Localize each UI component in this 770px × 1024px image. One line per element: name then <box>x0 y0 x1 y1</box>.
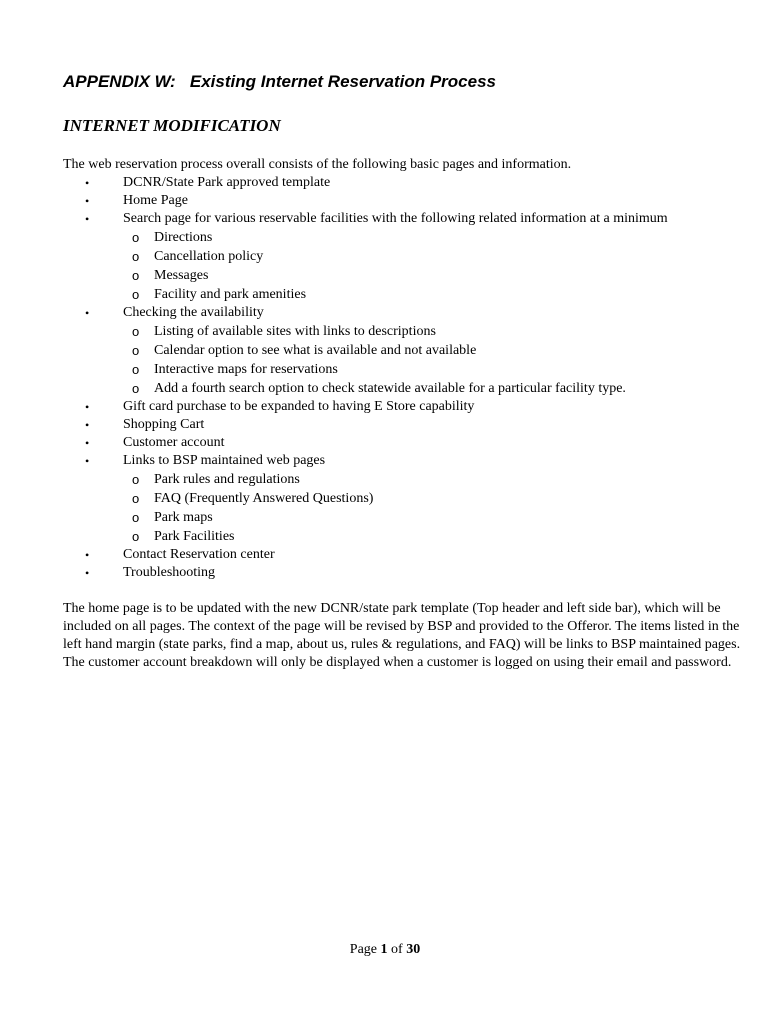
bullet-item-text: Customer account <box>123 435 225 450</box>
bullet-item-text: DCNR/State Park approved template <box>123 175 331 190</box>
sub-bullet-item <box>123 508 743 527</box>
sub-bullet-item <box>123 228 743 247</box>
sub-bullet-icon: o <box>132 268 140 283</box>
footer-current-page: 1 <box>380 942 388 957</box>
bullet-item <box>63 416 743 434</box>
sub-bullet-icon: o <box>132 249 140 264</box>
bullet-icon: • <box>85 454 90 468</box>
bullet-item <box>63 192 743 210</box>
bullet-item <box>63 174 743 192</box>
bullet-item-text: Shopping Cart <box>123 417 205 432</box>
page-footer <box>0 942 770 958</box>
sub-bullet-text: Park rules and regulations <box>154 472 300 487</box>
bullet-item-text: Contact Reservation center <box>123 547 275 562</box>
bullet-icon: • <box>85 566 90 580</box>
sub-bullet-text: Interactive maps for reservations <box>154 362 338 377</box>
bullet-item-text: Home Page <box>123 193 188 208</box>
sub-bullet-text: Directions <box>154 230 213 245</box>
bullet-item <box>63 210 743 304</box>
sub-bullet-icon: o <box>132 324 140 339</box>
bullet-icon: • <box>85 418 90 432</box>
appendix-heading <box>63 72 496 92</box>
bullet-item <box>63 546 743 564</box>
sub-bullet-icon: o <box>132 529 140 544</box>
bullet-icon: • <box>85 194 90 208</box>
footer-page-word: Page <box>349 942 378 957</box>
sub-bullet-item <box>123 341 743 360</box>
appendix-label: APPENDIX W: <box>63 72 176 91</box>
sub-bullet-icon: o <box>132 362 140 377</box>
bullet-icon: • <box>85 212 90 226</box>
sub-bullet-item <box>123 247 743 266</box>
sub-bullet-text: Park maps <box>154 510 213 525</box>
sub-bullet-text: Add a fourth search option to check statewide available for a particular facility type. <box>154 381 626 396</box>
sub-bullet-list <box>123 470 743 546</box>
bullet-icon: • <box>85 176 90 190</box>
bullet-item <box>63 452 743 546</box>
sub-bullet-text: Listing of available sites with links to descriptions <box>154 324 436 339</box>
intro-paragraph: The web reservation process overall consists of the following basic pages and information. <box>63 157 572 172</box>
bullet-item-text: Checking the availability <box>123 305 264 320</box>
sub-bullet-text: Park Facilities <box>154 529 235 544</box>
home-page-paragraph: The home page is to be updated with the new DCNR/state park template (Top header and left side bar), which will be included on all pages. The context of the page will be revised by BSP and provided to the Offeror. The items listed in the left hand margin (state parks, find a map, about us, rules & regulations, and FAQ) will be links to BSP maintained pages. The customer account breakdown will only be displayed when a customer is logged on using their email and password. <box>63 601 741 670</box>
sub-bullet-text: FAQ (Frequently Answered Questions) <box>154 491 374 506</box>
sub-bullet-icon: o <box>132 343 140 358</box>
appendix-title: Existing Internet Reservation Process <box>189 72 496 91</box>
bullet-item <box>63 304 743 398</box>
sub-bullet-item <box>123 527 743 546</box>
sub-bullet-item <box>123 322 743 341</box>
bullet-item <box>63 564 743 582</box>
bullet-icon: • <box>85 436 90 450</box>
sub-bullet-item <box>123 489 743 508</box>
bullet-icon: • <box>85 548 90 562</box>
sub-bullet-icon: o <box>132 472 140 487</box>
sub-bullet-text: Facility and park amenities <box>154 287 307 302</box>
bullet-item <box>63 434 743 452</box>
sub-bullet-icon: o <box>132 381 140 396</box>
sub-bullet-text: Cancellation policy <box>154 249 264 264</box>
document-body <box>63 156 743 672</box>
bullet-icon: • <box>85 306 90 320</box>
bullet-item-text: Troubleshooting <box>123 565 216 580</box>
sub-bullet-text: Messages <box>154 268 209 283</box>
section-title: INTERNET MODIFICATION <box>63 116 281 135</box>
footer-of-word: of <box>391 942 403 957</box>
sub-bullet-item <box>123 360 743 379</box>
sub-bullet-list <box>123 322 743 398</box>
bullet-icon: • <box>85 400 90 414</box>
bullet-item-text: Links to BSP maintained web pages <box>123 453 326 468</box>
footer-total-pages: 30 <box>406 942 421 957</box>
sub-bullet-item <box>123 285 743 304</box>
bullet-item-text: Search page for various reservable facilities with the following related information at a minimum <box>123 211 668 226</box>
bullet-item-text: Gift card purchase to be expanded to having E Store capability <box>123 399 475 414</box>
sub-bullet-item <box>123 470 743 489</box>
bullet-list <box>63 174 743 582</box>
sub-bullet-item <box>123 379 743 398</box>
sub-bullet-icon: o <box>132 510 140 525</box>
sub-bullet-list <box>123 228 743 304</box>
bullet-item <box>63 398 743 416</box>
sub-bullet-icon: o <box>132 230 140 245</box>
sub-bullet-item <box>123 266 743 285</box>
sub-bullet-text: Calendar option to see what is available and not available <box>154 343 477 358</box>
sub-bullet-icon: o <box>132 491 140 506</box>
sub-bullet-icon: o <box>132 287 140 302</box>
